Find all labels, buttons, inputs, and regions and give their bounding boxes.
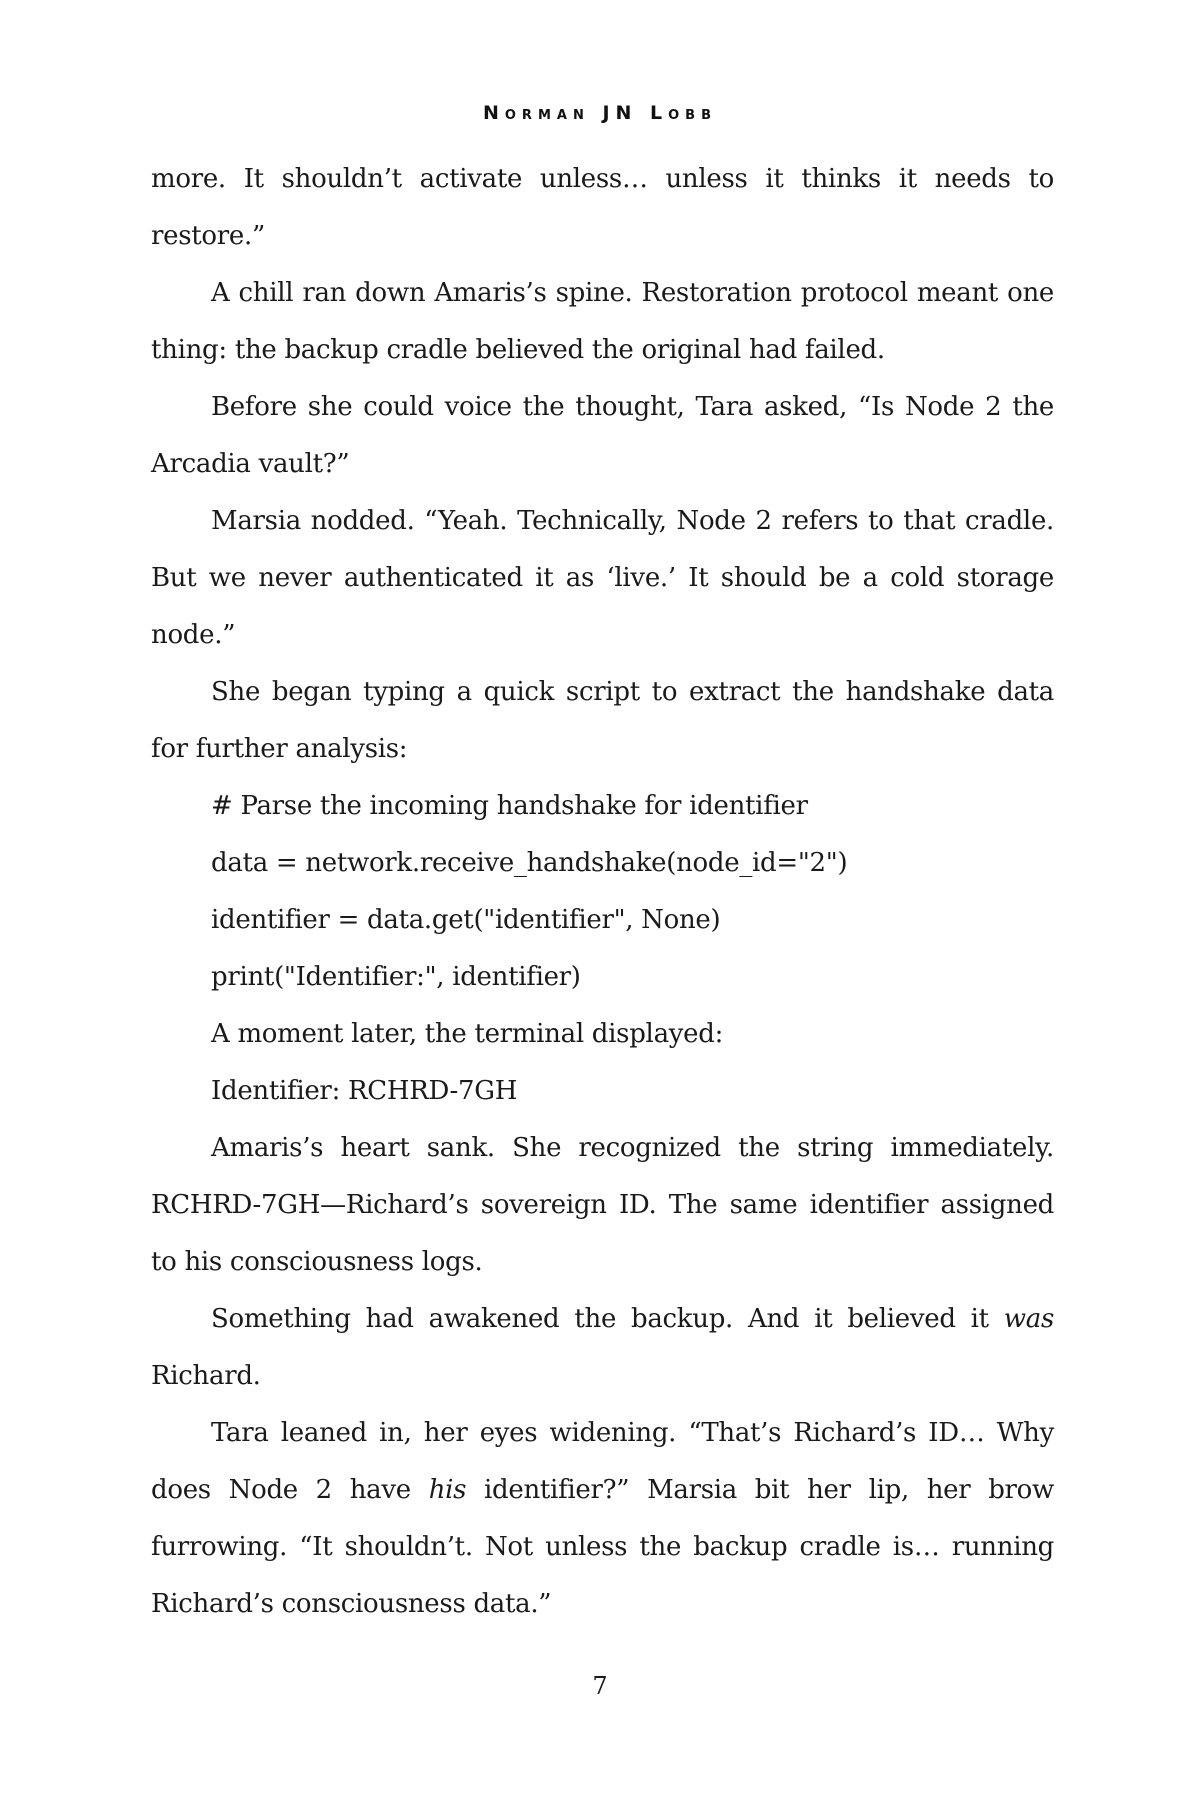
- paragraph: She began typing a quick script to extract the handshake data for further analysis:: [151, 677, 1054, 764]
- page-number: 7: [592, 1672, 608, 1700]
- terminal-output-line: Identifier: RCHRD-7GH: [211, 1076, 518, 1106]
- paragraph: A moment later, the terminal displayed:: [211, 1019, 724, 1049]
- paragraph-text: identifier?” Marsia bit her lip, her brow furrowing. “It shouldn’t. Not unless the backup cradle is… running Richard’s consciousness data.”: [151, 1475, 1054, 1619]
- paragraph: Before she could voice the thought, Tara asked, “Is Node 2 the Arcadia vault?”: [151, 392, 1054, 479]
- emphasis-text: was: [1003, 1304, 1054, 1334]
- page-body: [151, 151, 1054, 1633]
- paragraph-text: Richard.: [151, 1361, 261, 1391]
- paragraph: Amaris’s heart sank. She recognized the string immediately. RCHRD-7GH—Richard’s sovereign ID. The same identifier assigned to his consciousness logs.: [151, 1133, 1054, 1277]
- running-header-author: Norman JN Lobb: [482, 102, 718, 124]
- paragraph-text: Something had awakened the backup. And it believed it: [211, 1304, 1004, 1334]
- emphasis-text: his: [428, 1475, 467, 1505]
- code-line: # Parse the incoming handshake for identifier: [211, 791, 808, 821]
- code-line: print("Identifier:", identifier): [211, 962, 581, 992]
- paragraph-text: Tara leaned in, her eyes widening. “That’s Richard’s ID… Why does Node 2 have: [151, 1418, 1054, 1505]
- paragraph: [151, 1405, 1054, 1633]
- code-line: identifier = data.get("identifier", None): [211, 905, 721, 935]
- paragraph: Marsia nodded. “Yeah. Technically, Node 2 refers to that cradle. But we never authenticated it as ‘live.’ It should be a cold storage node.”: [151, 506, 1054, 650]
- code-line: data = network.receive_handshake(node_id="2"): [211, 848, 848, 878]
- paragraph: A chill ran down Amaris’s spine. Restoration protocol meant one thing: the backup cradle believed the original had failed.: [151, 278, 1054, 365]
- paragraph: more. It shouldn’t activate unless… unless it thinks it needs to restore.”: [151, 164, 1054, 251]
- paragraph: [151, 1291, 1054, 1405]
